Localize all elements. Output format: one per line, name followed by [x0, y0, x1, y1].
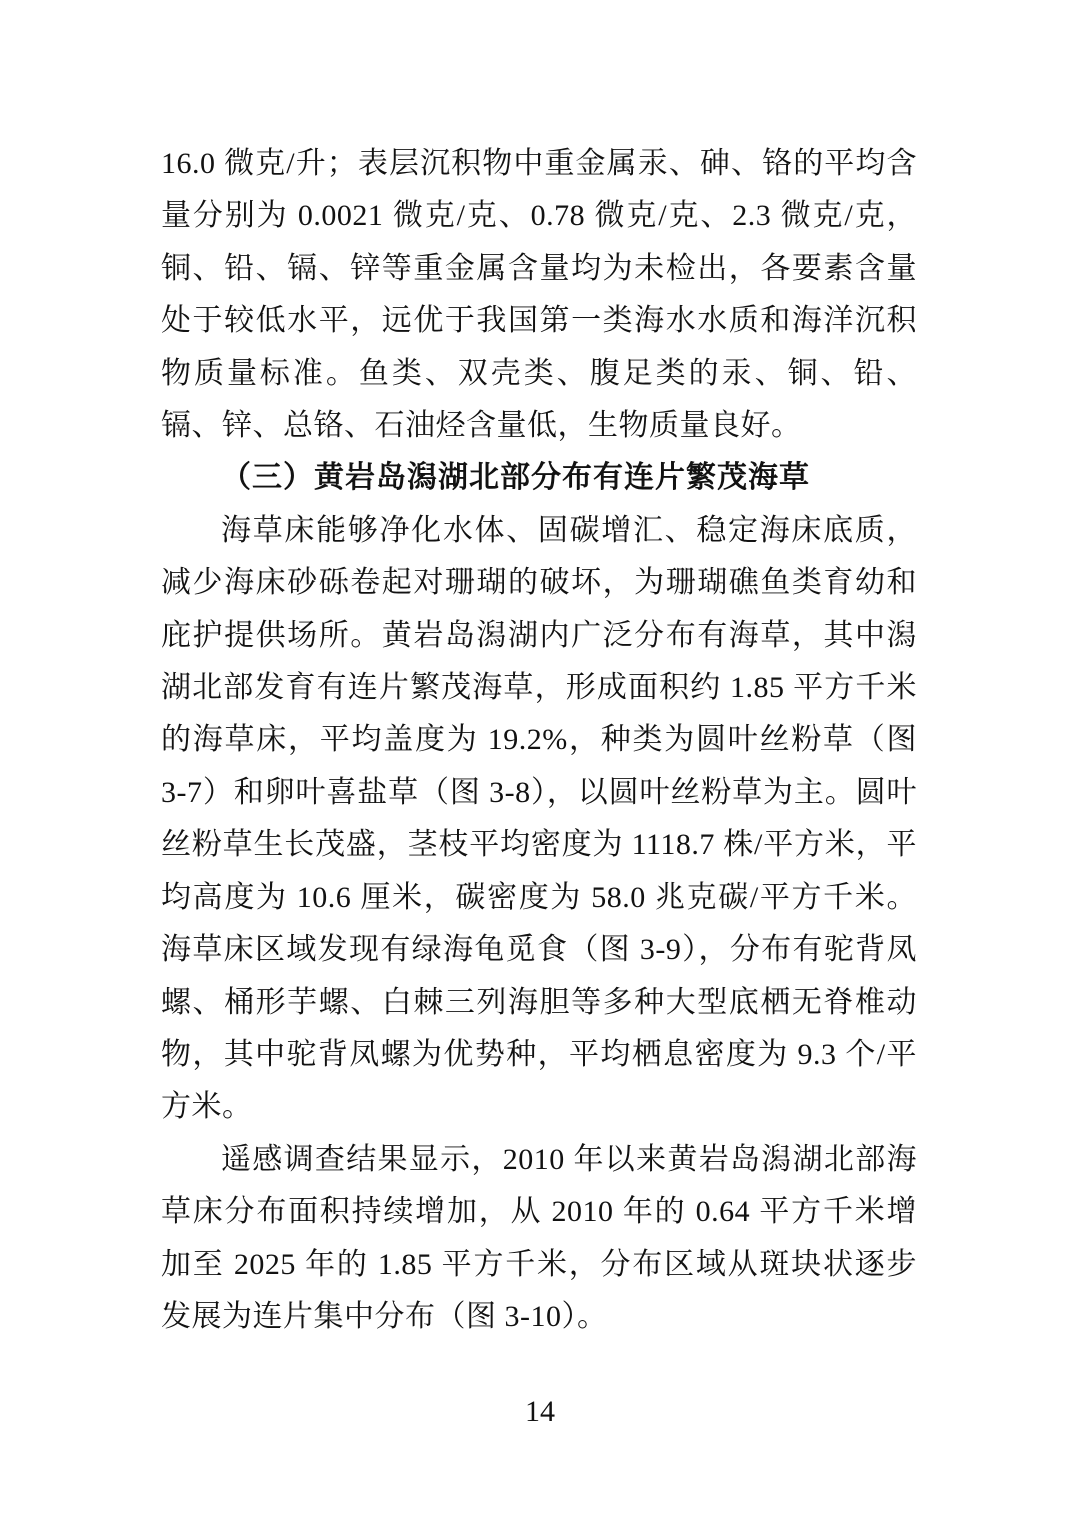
- section-heading: （三）黄岩岛潟湖北部分布有连片繁茂海草: [221, 461, 810, 495]
- paragraph-water-sediment-quality: 16.0 微克/升；表层沉积物中重金属汞、砷、铬的平均含量分别为 0.0021 微克/克、0.78 微克/克、2.3 微克/克，铜、铅、镉、锌等重金属含量均为未检出，各要素含量处于较低水平，远优于我国第一类海水水质和海洋沉积物质量标准。鱼类、双壳类、腹足类的汞、铜、铅、镉、锌、总铬、石油烃含量低，生物质量良好。: [161, 147, 917, 443]
- document-body: [161, 138, 917, 1343]
- page-number: 14: [525, 1395, 555, 1428]
- paragraph-seagrass-bed: 海草床能够净化水体、固碳增汇、稳定海床底质，减少海床砂砾卷起对珊瑚的破坏，为珊瑚礁鱼类育幼和庇护提供场所。黄岩岛潟湖内广泛分布有海草，其中潟湖北部发育有连片繁茂海草，形成面积约 1.85 平方千米的海草床，平均盖度为 19.2%，种类为圆叶丝粉草（图 3-7）和卵叶喜盐草（图 3-8），以圆叶丝粉草为主。圆叶丝粉草生长茂盛，茎枝平均密度为 1118.7 株/平方米，平均高度为 10.6 厘米，碳密度为 58.0 兆克碳/平方千米。海草床区域发现有绿海龟觅食（图 3-9），分布有驼背凤螺、桶形芋螺、白棘三列海胆等多种大型底栖无脊椎动物，其中驼背凤螺为优势种，平均栖息密度为 9.3 个/平方米。: [161, 513, 917, 1124]
- paragraph-remote-sensing-survey: 遥感调查结果显示，2010 年以来黄岩岛潟湖北部海草床分布面积持续增加，从 2010 年的 0.64 平方千米增加至 2025 年的 1.85 平方千米，分布区域从斑块状逐步发展为连片集中分布（图 3-10）。: [161, 1142, 917, 1333]
